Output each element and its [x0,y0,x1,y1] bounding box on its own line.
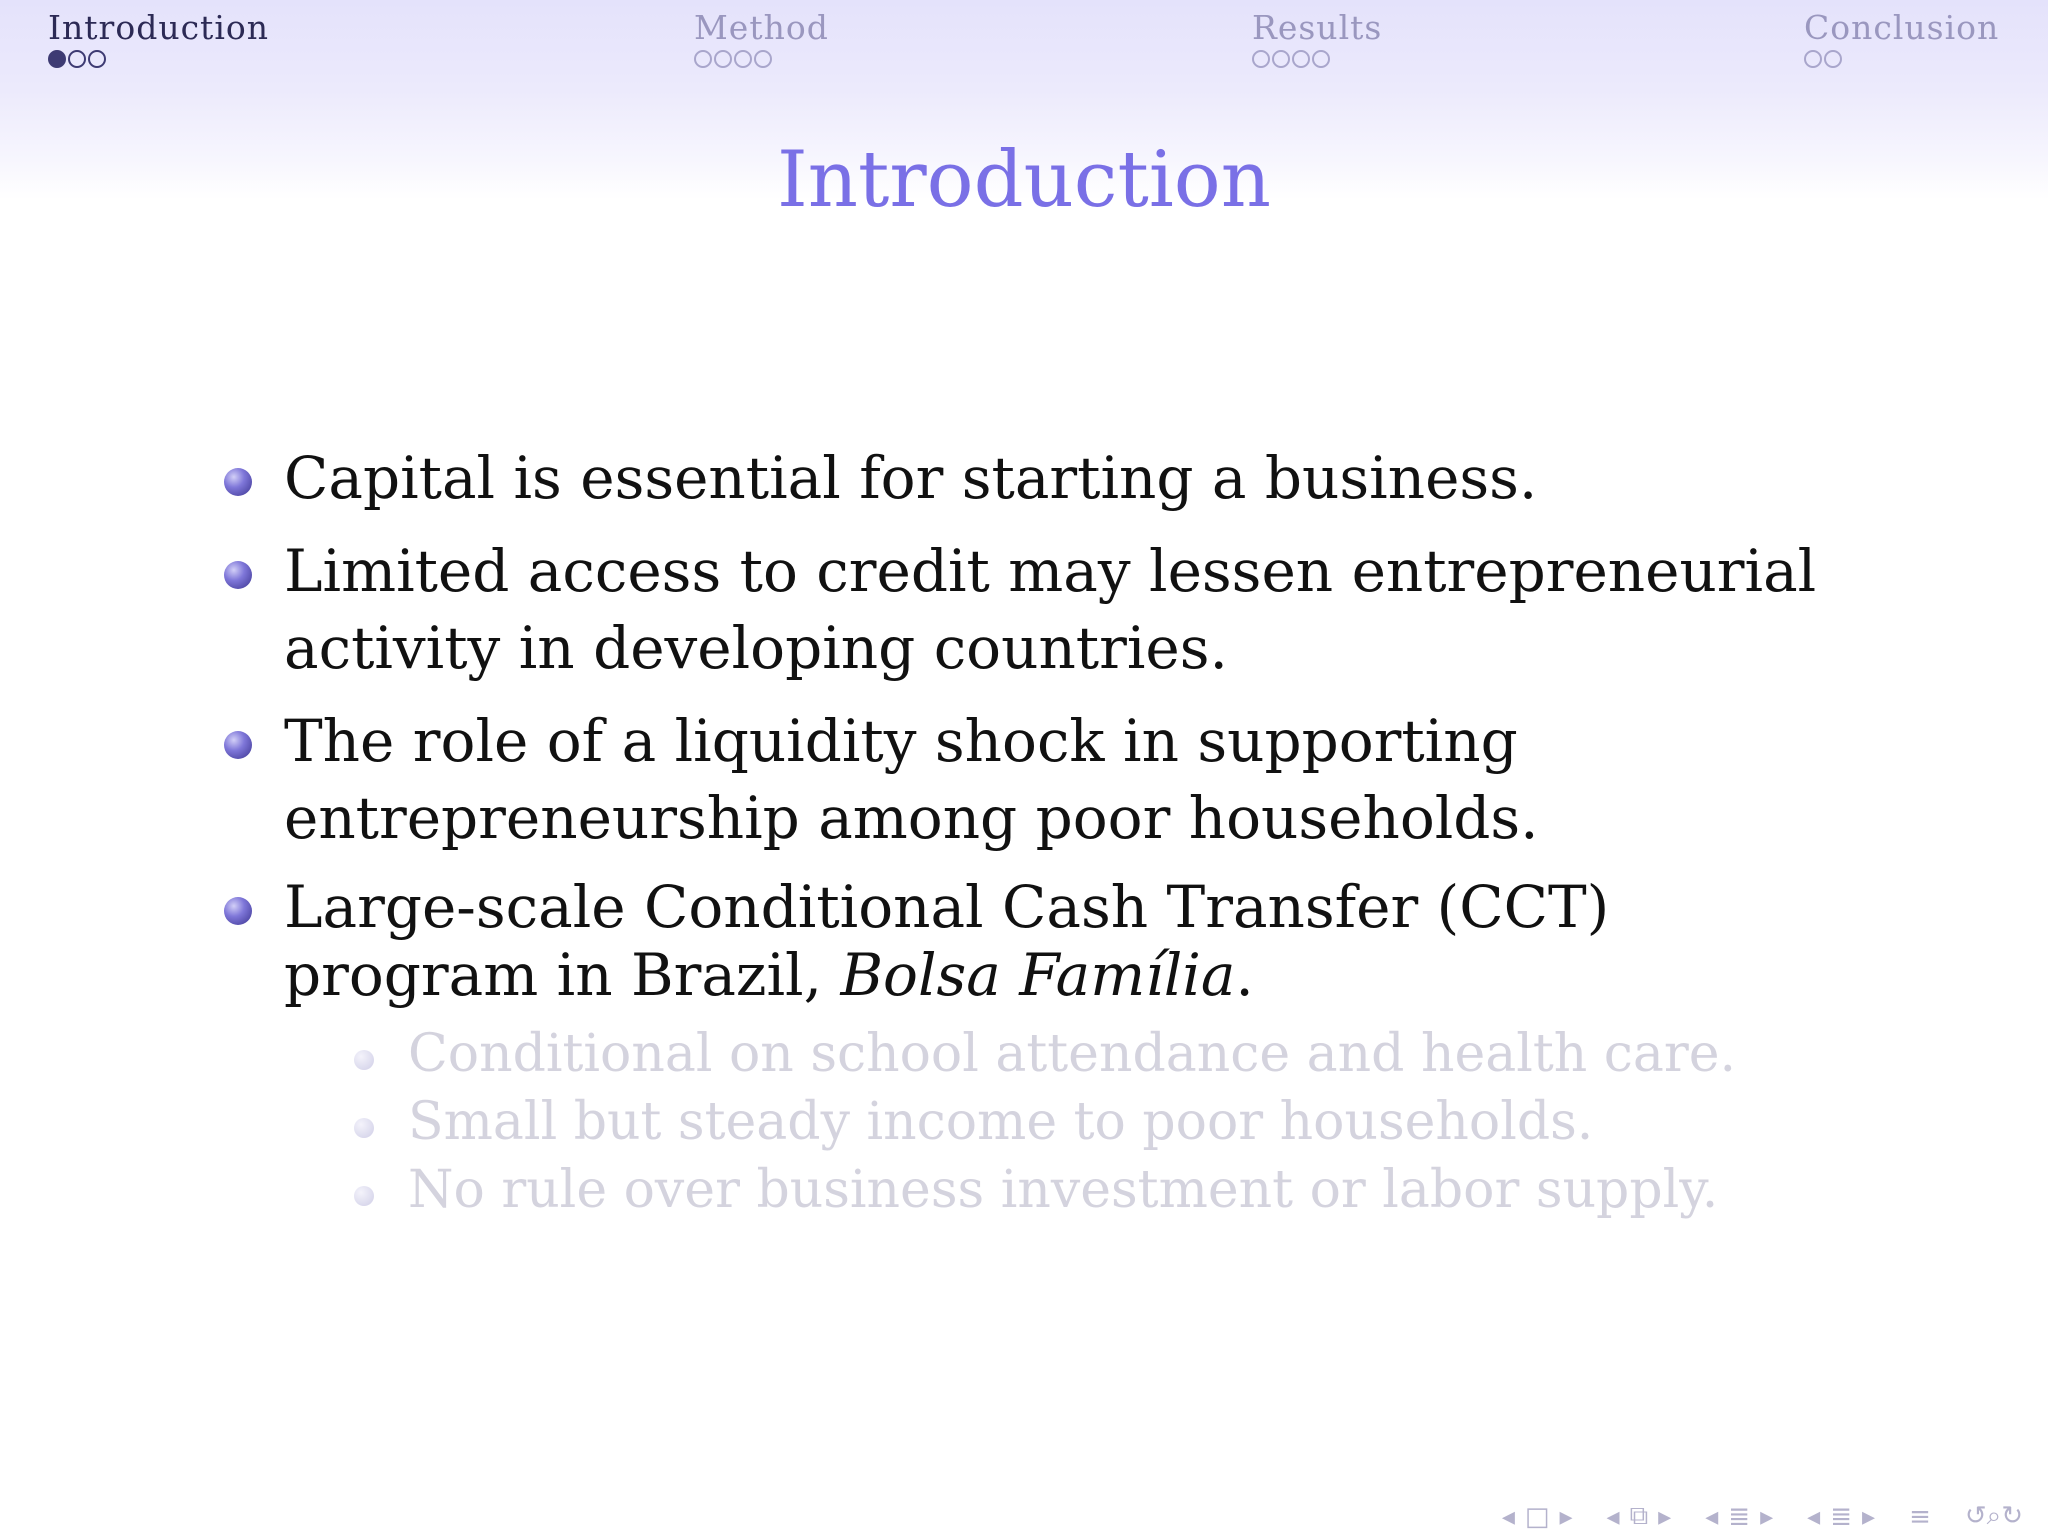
list-item-text: Large-scale Conditional Cash Transfer (CCT) program in Brazil, [284,873,1610,1009]
list-item [224,703,1864,857]
nav-section-results[interactable] [1252,6,1382,68]
frame-icon[interactable]: □ [1524,1501,1550,1532]
nav-dot[interactable] [714,50,732,68]
list-item-text: Limited access to credit may lessen entrepreneurial activity in developing countries. [284,537,1817,682]
bullet-ball-icon [224,468,252,496]
navigation-controls [1499,1501,2026,1532]
bullet-ball-icon [224,731,252,759]
nav-dot[interactable] [1292,50,1310,68]
nav-section-label[interactable]: Results [1252,8,1383,47]
nav-dot[interactable] [1272,50,1290,68]
sub-list-item-text: Conditional on school attendance and health care. [408,1024,1737,1084]
arrow-left-icon[interactable]: ◂ [1807,1501,1821,1532]
sub-list-item-text: No rule over business investment or labor supply. [408,1160,1719,1220]
nav-dots [1252,50,1382,68]
list-item-text: Capital is essential for starting a business. [284,444,1538,512]
arrow-right-icon[interactable]: ▸ [1658,1501,1672,1532]
arrow-left-icon[interactable]: ◂ [1606,1501,1620,1532]
subsection-icon[interactable]: ⧉ [1629,1501,1649,1531]
arrow-left-icon[interactable]: ◂ [1501,1501,1515,1532]
nav-section-label[interactable]: Method [694,8,829,47]
nav-dots [694,50,829,68]
arrow-right-icon[interactable]: ▸ [1559,1501,1573,1532]
nav-dot[interactable] [1252,50,1270,68]
search-icon[interactable]: ↺⌕↻ [1964,1501,2023,1531]
list-item [224,440,1864,517]
list-item [224,533,1864,687]
nav-dot[interactable] [48,50,66,68]
arrow-right-icon[interactable]: ▸ [1862,1501,1876,1532]
nav-section-label[interactable]: Introduction [48,8,269,47]
section-icon[interactable]: ≣ [1830,1501,1852,1532]
sub-bullet-list [350,1020,1850,1224]
bullet-ball-icon [224,561,252,589]
nav-dot[interactable] [1804,50,1822,68]
nav-dots [1804,50,1999,68]
nav-dot[interactable] [694,50,712,68]
section-icon[interactable]: ≣ [1728,1501,1751,1532]
nav-dot[interactable] [754,50,772,68]
sub-list-item-text: Small but steady income to poor households. [408,1092,1594,1152]
sub-list-item [350,1088,1850,1156]
bullet-list [224,440,1864,1025]
list-item-end: . [1235,941,1254,1009]
nav-section-introduction[interactable] [48,6,269,68]
bullet-ball-icon [354,1186,374,1206]
sub-list-item [350,1156,1850,1224]
nav-section-label[interactable]: Conclusion [1804,8,2000,47]
nav-dots [48,50,269,68]
arrow-left-icon[interactable]: ◂ [1705,1501,1719,1532]
nav-section-conclusion[interactable] [1804,6,1999,68]
nav-dot[interactable] [734,50,752,68]
nav-dot[interactable] [68,50,86,68]
nav-section-method[interactable] [694,6,829,68]
list-item [224,873,1864,1009]
arrow-right-icon[interactable]: ▸ [1760,1501,1774,1532]
align-icon[interactable]: ≡ [1909,1501,1931,1532]
nav-dot[interactable] [1312,50,1330,68]
nav-dot[interactable] [88,50,106,68]
sub-list-item [350,1020,1850,1088]
bullet-ball-icon [354,1118,374,1138]
list-item-text: The role of a liquidity shock in supporting entrepreneurship among poor households. [284,707,1539,852]
nav-dot[interactable] [1824,50,1842,68]
bullet-ball-icon [224,897,252,925]
bullet-ball-icon [354,1050,374,1070]
program-name: Bolsa Família [840,941,1236,1009]
frame-title: Introduction [777,135,1271,225]
